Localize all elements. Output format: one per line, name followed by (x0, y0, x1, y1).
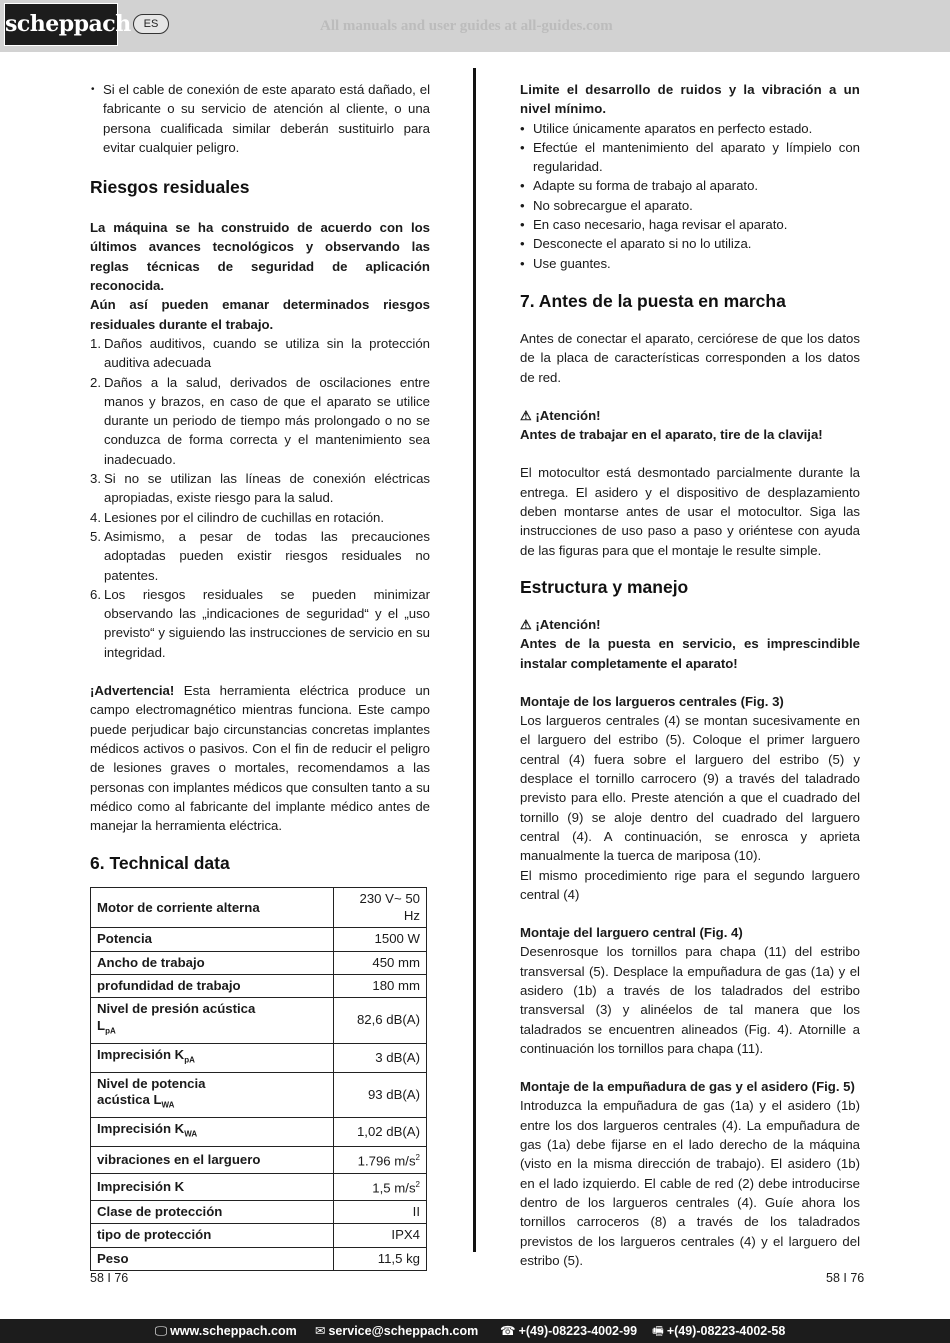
table-cell-label: Nivel de presión acústica $L_{pA}$ (91, 998, 334, 1043)
table-cell-label: Imprecisión $K_{pA}$ (91, 1043, 334, 1072)
footer-fax (652, 1319, 785, 1343)
table-cell-value: 3 dB(A) (334, 1043, 427, 1072)
table-cell-value: 1,02 dB(A) (334, 1118, 427, 1147)
table-row (91, 998, 427, 1043)
fig4-heading: Montaje del larguero central (Fig. 4) (520, 925, 743, 941)
warning-label: ¡Advertencia! (90, 683, 175, 699)
table-cell-label: Imprecisión K (91, 1174, 334, 1201)
phone-icon: ☎ (500, 1324, 516, 1338)
table-cell-label: profundidad de trabajo (91, 975, 334, 998)
intro-list (90, 80, 430, 157)
attention-text: Antes de trabajar en el aparato, tire de la clavija! (520, 427, 823, 443)
list-number: 5. (90, 528, 101, 544)
footer-bar (0, 1319, 950, 1343)
footer-fax-text: +(49)-08223-4002-58 (666, 1324, 786, 1338)
list-number: 4. (90, 509, 101, 525)
footer-phone (500, 1319, 637, 1343)
table-row (91, 1118, 427, 1147)
table-cell-value: 1,5 $m/s^2$ (334, 1174, 427, 1201)
table-row (91, 1147, 427, 1174)
page-number-right: 58 I 76 (826, 1271, 865, 1285)
noise-list-item: • No sobrecargue el aparato. (520, 196, 860, 215)
residual-risk-item (90, 469, 430, 508)
table-row (91, 975, 427, 998)
table-cell-label: Ancho de trabajo (91, 951, 334, 974)
startup-heading: 7. Antes de la puesta en marcha (520, 290, 786, 311)
table-cell-label: Nivel de potencia acústica $L_{WA}$ (91, 1072, 334, 1117)
list-number: 2. (90, 374, 101, 390)
table-cell-value: 450 mm (334, 951, 427, 974)
table-cell-value: 82,6 dB(A) (334, 998, 427, 1043)
computer-icon: 🖵 (155, 1324, 168, 1338)
delivery-text: El motocultor está desmontado parcialmente durante la entrega. El asidero y el dispositivo de desplazamiento deben montarse antes de usar el motocultor. Siga las instrucciones de uso paso a paso y oriéntese con ayuda de las figuras para que el montaje le resulte simple. (520, 465, 860, 558)
header-bar (0, 0, 950, 52)
list-number: 3. (90, 471, 101, 487)
residual-intro-bold-2: Aún así pueden emanar determinados riesgos residuales durante el trabajo. (90, 297, 430, 332)
list-number: 6. (90, 586, 101, 602)
footer-phone-text: +(49)-08223-4002-99 (518, 1324, 638, 1338)
noise-list-item: • Adapte su forma de trabajo al aparato. (520, 176, 860, 195)
noise-list (520, 119, 860, 273)
structure-heading: Estructura y manejo (520, 576, 689, 597)
attention-label: ¡Atención! (535, 407, 601, 423)
table-row (91, 1224, 427, 1247)
technical-data-table (90, 887, 427, 1271)
table-cell-value: 230 V~ 50 Hz (334, 888, 427, 928)
watermark-text: All manuals and user guides at all-guides.com (320, 18, 613, 34)
table-cell-label: vibraciones en el larguero (91, 1147, 334, 1174)
noise-list-item: • Efectúe el mantenimiento del aparato y límpielo con regularidad. (520, 138, 860, 177)
table-row (91, 1174, 427, 1201)
list-text: Los riesgos residuales se pueden minimizar observando las „indicaciones de seguridad“ y el „uso previsto“ y siguiendo las instrucciones de servicio en su integridad. (104, 586, 430, 660)
column-divider (473, 68, 476, 1252)
table-cell-label: Motor de corriente alterna (91, 888, 334, 928)
residual-risk-item (90, 373, 430, 469)
fig5-text: Introduzca la empuñadura de gas (1a) y el asidero (1b) entre los dos largueros centrales (4). La empuñadura de gas (1a) debe fijarse en el lado derecho de la máquina (visto en la misma dirección de trabajo). El asidero (1b) en el lado izquierdo. El cable de red (2) debe introducirse dentro de los largueros centrales (4). Guíe ahora los tornillos carroceros (8) a través de los taladrados previstos de los largueros centrales (4) y el larguero del estribo (5). (520, 1098, 860, 1268)
footer-email-text: service@scheppach.com (328, 1324, 479, 1338)
table-cell-value: 11,5 kg (334, 1247, 427, 1270)
residual-intro-bold: La máquina se ha construido de acuerdo con los últimos avances tecnológicos y observando las reglas técnicas de seguridad de aplicación reconocida. (90, 220, 430, 294)
fig3-text-2: El mismo procedimiento rige para el segundo larguero central (4) (520, 867, 860, 902)
residual-risks-heading: Riesgos residuales (90, 177, 250, 198)
table-row (91, 951, 427, 974)
table-cell-value: 1500 W (334, 928, 427, 951)
language-badge: ES (133, 14, 169, 34)
warning-text: Esta herramienta eléctrica produce un campo electromagnético mientras funciona. Este campo puede perjudicar bajo circunstancias concretas implantes médicos activos o pasivos. Con el fin de reducir el peligro de lesiones graves o mortales, recomendamos a las personas con implantes médicos que consulten tanto a su médico como al fabricante del implante médico antes de manejar la herramienta eléctrica. (90, 683, 430, 834)
list-text: Daños a la salud, derivados de oscilaciones entre manos y brazos, en caso de que el aparato se utilice durante un periodo de tiempo más prolongado o no se conduzca de forma correcta y el mantenimiento sea inadecuado. (104, 374, 430, 467)
noise-heading: Limite el desarrollo de ruidos y la vibración a un nivel mínimo. (520, 82, 860, 117)
scheppach-logo: scheppach (4, 3, 118, 46)
footer-web-text: www.scheppach.com (170, 1324, 297, 1338)
table-row (91, 1247, 427, 1270)
residual-risks-list (90, 334, 430, 662)
table-cell-label: Imprecisión $K_{WA}$ (91, 1118, 334, 1147)
list-text: Lesiones por el cilindro de cuchillas en rotación. (104, 509, 385, 525)
noise-list-item: • Desconecte el aparato si no lo utiliza. (520, 234, 860, 253)
left-column (90, 80, 430, 1271)
table-cell-label: Potencia (91, 928, 334, 951)
residual-risk-item (90, 527, 430, 585)
intro-bullet: • Si el cable de conexión de este aparato está dañado, el fabricante o su servicio de atención al cliente, o una persona cualificada similar deberán sustituirlo para evitar cualquier peligro. (90, 80, 430, 157)
technical-data-heading: 6. Technical data (90, 853, 230, 874)
list-text: Asimismo, a pesar de todas las precauciones adoptadas pueden existir riesgos residuales no patentes. (104, 528, 430, 583)
warning-triangle-icon: ⚠ (520, 616, 532, 632)
startup-text: Antes de conectar el aparato, cerciórese de que los datos de la placa de características corresponden a los datos de red. (520, 330, 860, 385)
footer-email[interactable] (315, 1319, 478, 1343)
residual-risk-item (90, 508, 430, 527)
attention2-text: Antes de la puesta en servicio, es imprescindible instalar completamente el aparato! (520, 636, 860, 671)
warning-paragraph (90, 681, 430, 835)
footer-web[interactable] (155, 1319, 297, 1343)
table-cell-label: tipo de protección (91, 1224, 334, 1247)
table-cell-value: IPX4 (334, 1224, 427, 1247)
fig4-text: Desenrosque los tornillos para chapa (11) del estribo transversal (5). Desplace la empuñadura de gas (1a) y el asidero (1b) a través de los taladrados del estribo transversal (3) y alinéelos de tal manera que los taladrados se encuentren alineados (Fig. 4). Atornille a continuación los tornillos para chapa (11). (520, 944, 860, 1056)
fax-icon: 🖷 (652, 1324, 664, 1338)
attention2-label: ¡Atención! (535, 616, 601, 632)
residual-risk-item (90, 585, 430, 662)
table-row (91, 1201, 427, 1224)
table-row (91, 888, 427, 928)
list-text: Si no se utilizan las líneas de conexión eléctricas apropiadas, existe riesgo para la salud. (104, 471, 430, 506)
table-cell-label: Peso (91, 1247, 334, 1270)
table-row (91, 1043, 427, 1072)
table-cell-value: 93 dB(A) (334, 1072, 427, 1117)
fig3-text: Los largueros centrales (4) se montan sucesivamente en el larguero del estribo (5). Coloque el primer larguero central (4) fuera sobre el larguero del estribo (5) y desplace el tornillo carrocero (9) a través del taladrado previsto para ello. Preste atención a que el cuadrado del tornillo (9) se aloje dentro del cuadrado del larguero central (4). A continuación, se enrosca y aprieta manualmente la tuerca de mariposa (10). (520, 713, 860, 864)
noise-list-item: • Utilice únicamente aparatos en perfecto estado. (520, 119, 860, 138)
warning-triangle-icon: ⚠ (520, 407, 532, 423)
table-cell-value: 1.796 $m/s^2$ (334, 1147, 427, 1174)
table-row (91, 928, 427, 951)
list-text: Daños auditivos, cuando se utiliza sin la protección auditiva adecuada (104, 335, 430, 371)
envelope-icon: ✉ (315, 1324, 326, 1338)
residual-risk-item (90, 334, 430, 373)
right-column (520, 80, 860, 1270)
fig5-heading: Montaje de la empuñadura de gas y el asidero (Fig. 5) (520, 1079, 855, 1095)
fig3-heading: Montaje de los largueros centrales (Fig. 3) (520, 693, 784, 709)
page-number-left: 58 I 76 (90, 1271, 129, 1285)
table-row (91, 1072, 427, 1117)
noise-list-item: • En caso necesario, haga revisar el aparato. (520, 215, 860, 234)
noise-list-item: • Use guantes. (520, 254, 860, 273)
attention-heading (520, 406, 860, 425)
attention2-heading (520, 615, 860, 634)
table-cell-value: 180 mm (334, 975, 427, 998)
table-cell-value: II (334, 1201, 427, 1224)
table-cell-label: Clase de protección (91, 1201, 334, 1224)
list-number: 1. (90, 335, 101, 351)
